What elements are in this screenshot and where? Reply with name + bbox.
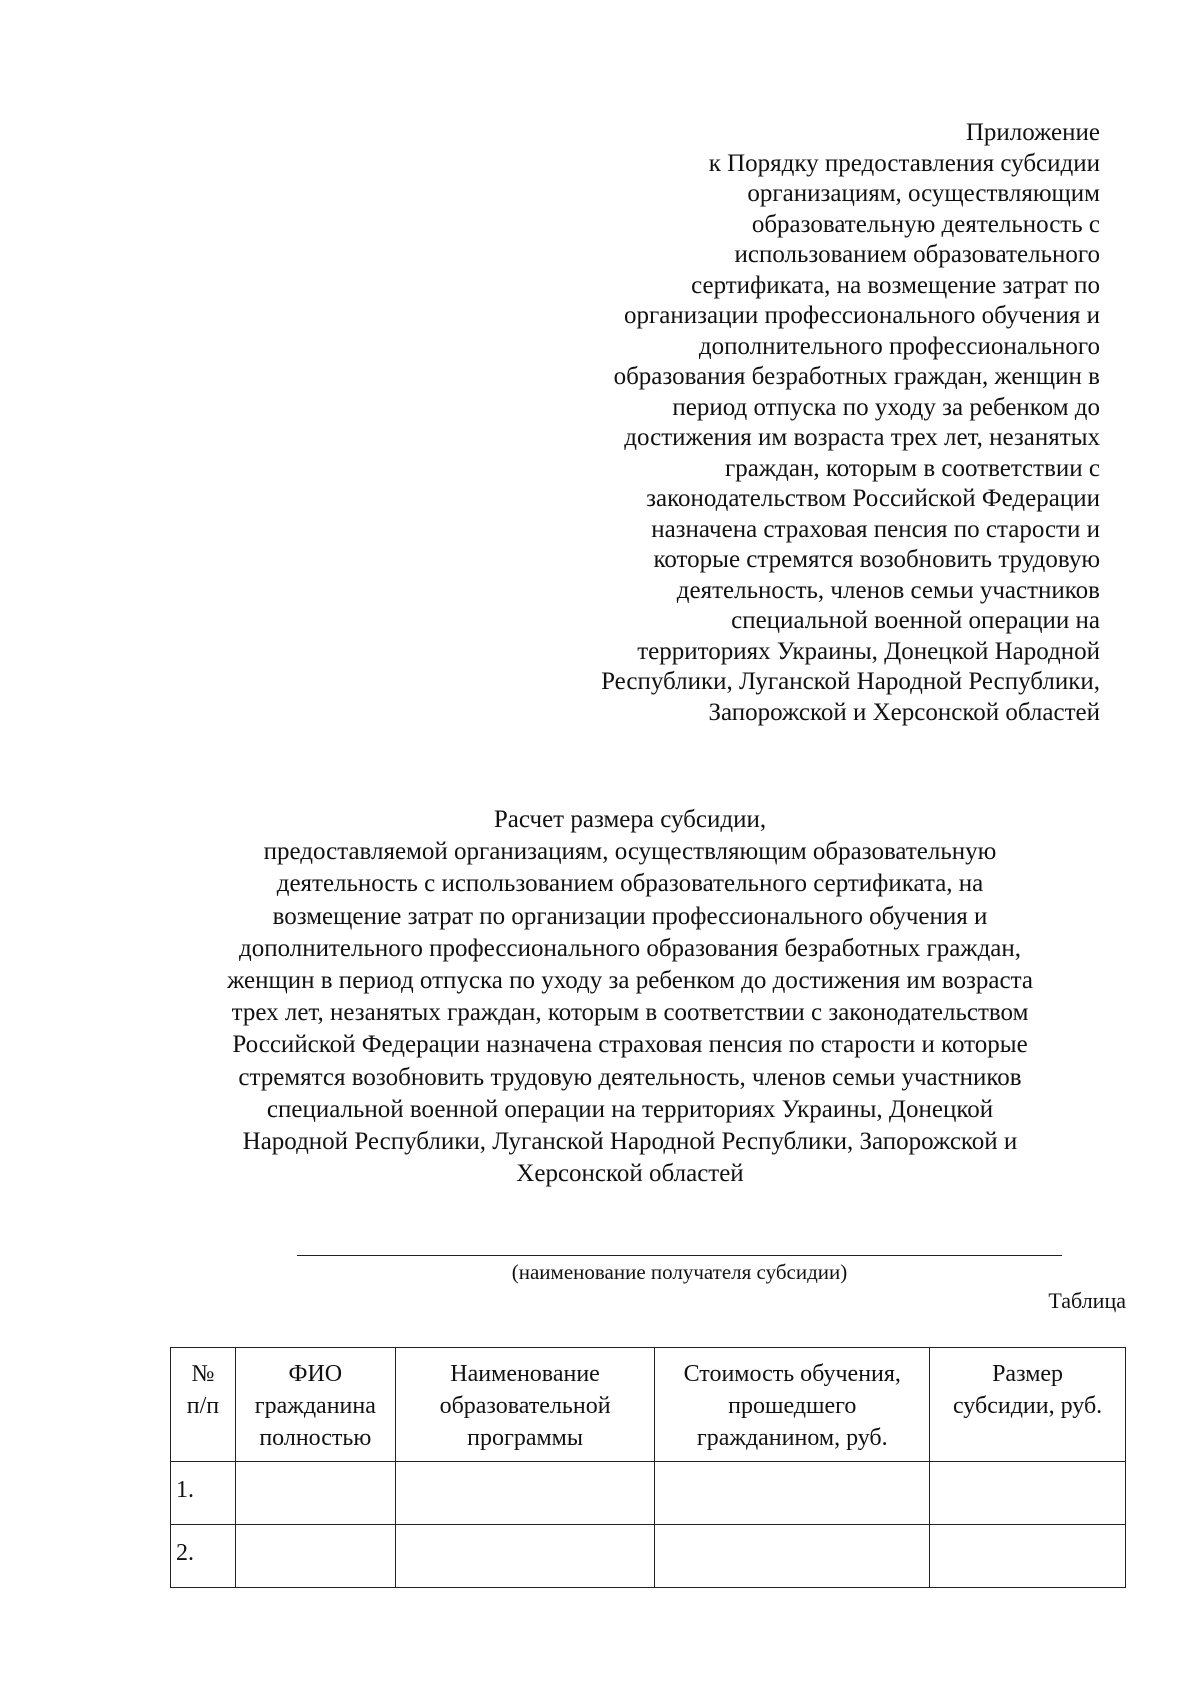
cell-training-cost — [655, 1525, 930, 1588]
header-training-cost: Стоимость обучения, прошедшего гражданином, руб. — [655, 1348, 930, 1462]
title-line: Херсонской областей — [516, 1160, 744, 1188]
title-line: Расчет размера субсидии, — [493, 806, 767, 833]
title-line: дополнительного профессионального образования безработных граждан, — [238, 934, 1022, 962]
appendix-line: территориях Украины, Донецкой Народной — [637, 637, 1100, 665]
table-label: Таблица — [1048, 1288, 1126, 1313]
appendix-line: специальной военной операции на — [731, 607, 1100, 634]
title-line: женщин в период отпуска по уходу за ребенком до достижения им возраста — [227, 967, 1033, 995]
title-line: деятельность с использованием образовательного сертификата, на — [276, 870, 984, 898]
appendix-line: Приложение — [965, 119, 1100, 146]
title-line: трех лет, незанятых граждан, которым в соответствии с законодательством — [231, 999, 1029, 1027]
header-program-name: Наименование образовательной программы — [395, 1348, 655, 1462]
title-line: Российской Федерации назначена страховая пенсия по старости и которые — [232, 1031, 1028, 1059]
recipient-name-line — [297, 1255, 1062, 1256]
table-row — [171, 1525, 1126, 1588]
appendix-line: законодательством Российской Федерации — [646, 485, 1100, 512]
appendix-line: граждан, которым в соответствии с — [725, 454, 1100, 482]
recipient-caption: (наименование получателя субсидии) — [511, 1260, 848, 1284]
appendix-line: назначена страховая пенсия по старости и — [651, 515, 1100, 543]
appendix-line: организациям, осуществляющим — [747, 180, 1100, 207]
cell-subsidy-amount — [930, 1462, 1126, 1525]
cell-number: 1. — [171, 1462, 236, 1525]
cell-program-name — [395, 1525, 655, 1588]
appendix-line: которые стремятся возобновить трудовую — [653, 546, 1100, 573]
appendix-line: Запорожской и Херсонской областей — [708, 698, 1100, 726]
cell-training-cost — [655, 1462, 930, 1525]
appendix-line: Республики, Луганской Народной Республики, — [601, 668, 1100, 695]
appendix-header — [540, 118, 1100, 728]
header-number: № п/п — [171, 1348, 236, 1462]
document-title — [190, 804, 1070, 1190]
title-line: стремятся возобновить трудовую деятельность, членов семьи участников — [238, 1063, 1022, 1091]
appendix-line: дополнительного профессионального — [698, 332, 1100, 360]
appendix-line: сертификата, на возмещение затрат по — [691, 271, 1100, 299]
header-full-name: ФИО гражданина полностью — [235, 1348, 395, 1462]
appendix-line: организации профессионального обучения и — [624, 302, 1100, 329]
appendix-line: использованием образовательного — [734, 241, 1100, 268]
appendix-line: образования безработных граждан, женщин в — [613, 363, 1100, 390]
title-line: специальной военной операции на территориях Украины, Донецкой — [266, 1095, 994, 1123]
table-header-row — [171, 1348, 1126, 1462]
subsidy-table — [170, 1347, 1126, 1588]
cell-full-name — [235, 1525, 395, 1588]
appendix-line: к Порядку предоставления субсидии — [708, 149, 1100, 177]
cell-program-name — [395, 1462, 655, 1525]
cell-subsidy-amount — [930, 1525, 1126, 1588]
title-line: Народной Республики, Луганской Народной Республики, Запорожской и — [242, 1128, 1018, 1156]
header-subsidy-amount: Размер субсидии, руб. — [930, 1348, 1126, 1462]
title-line: возмещение затрат по организации профессионального обучения и — [272, 902, 988, 930]
cell-full-name — [235, 1462, 395, 1525]
appendix-line: период отпуска по уходу за ребенком до — [672, 393, 1100, 421]
title-line: предоставляемой организациям, осуществляющим образовательную — [263, 838, 997, 866]
appendix-line: образовательную деятельность с — [751, 210, 1100, 238]
cell-number: 2. — [171, 1525, 236, 1588]
table-row — [171, 1462, 1126, 1525]
appendix-line: достижения им возраста трех лет, незанятых — [624, 424, 1100, 451]
appendix-line: деятельность, членов семьи участников — [676, 576, 1100, 604]
